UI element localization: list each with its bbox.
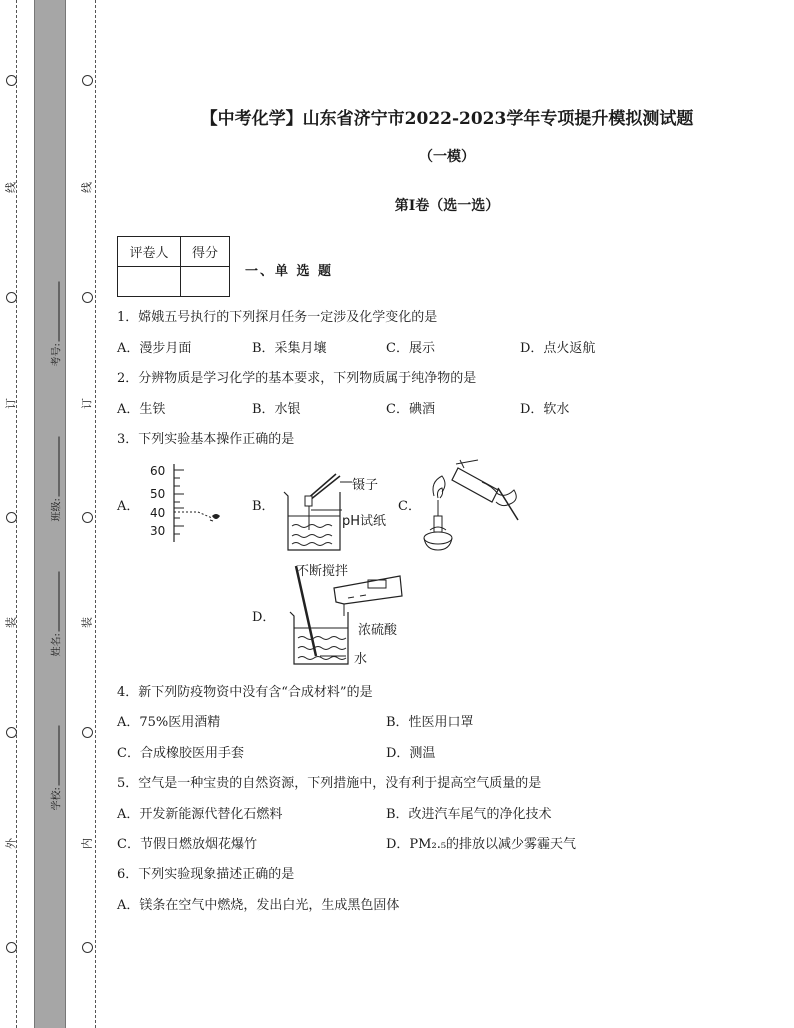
inner-dashed-line — [95, 0, 96, 1028]
option[interactable]: B．改进汽车尾气的净化技术 — [386, 807, 552, 822]
binding-hole — [82, 727, 93, 738]
binding-hole — [6, 292, 17, 303]
question-stem: 1．嫦娥五号执行的下列探月任务一定涉及化学变化的是 — [117, 310, 438, 325]
name-field[interactable]: 姓名: — [48, 567, 63, 657]
option[interactable]: D．测温 — [386, 746, 436, 761]
binding-hole — [6, 727, 17, 738]
question-stem: 6．下列实验现象描述正确的是 — [117, 867, 295, 882]
binding-char-inner: 订 — [80, 398, 94, 409]
binding-char-inner: 线 — [80, 182, 94, 193]
ph-paper-label: pH试纸 — [342, 514, 387, 529]
section-title: 一、单 选 题 — [245, 264, 334, 279]
acid-label: 浓硫酸 — [358, 623, 398, 638]
option[interactable]: B．水银 — [252, 402, 301, 417]
binding-char-outer: 线 — [4, 182, 18, 193]
score-table — [117, 236, 230, 297]
tweezers-label: 镊子 — [352, 478, 379, 493]
binding-hole — [82, 292, 93, 303]
cylinder-tick-label: 50 — [150, 487, 166, 501]
option[interactable]: A．生铁 — [117, 402, 166, 417]
class-field[interactable]: 班级: — [48, 432, 63, 522]
binding-hole — [82, 942, 93, 953]
binding-char-outer: 外 — [4, 838, 18, 849]
option[interactable]: C． — [398, 499, 421, 514]
question-stem: 3．下列实验基本操作正确的是 — [117, 432, 295, 447]
option[interactable]: D．软水 — [520, 402, 570, 417]
cylinder-tick-label: 40 — [150, 506, 166, 520]
option[interactable]: D．PM₂.₅的排放以减少雾霾天气 — [386, 837, 577, 852]
water-label: 水 — [354, 652, 368, 667]
option[interactable]: C．合成橡胶医用手套 — [117, 746, 244, 761]
option[interactable]: B．采集月壤 — [252, 341, 327, 356]
binding-char-outer: 订 — [4, 398, 18, 409]
binding-hole — [6, 942, 17, 953]
option[interactable]: A．开发新能源代替化石燃料 — [117, 807, 283, 822]
binding-char-outer: 装 — [4, 617, 18, 628]
score-header: 得分 — [181, 237, 230, 267]
binding-hole — [82, 512, 93, 523]
cylinder-tick-label: 30 — [150, 524, 166, 538]
cylinder-tick-label: 60 — [150, 464, 166, 478]
option[interactable]: D． — [252, 610, 276, 625]
heating-figure — [420, 456, 530, 554]
option[interactable]: C．碘酒 — [386, 402, 435, 417]
question-stem: 4．新下列防疫物资中没有含“合成材料”的是 — [117, 685, 373, 700]
school-field[interactable]: 学校: — [48, 721, 63, 811]
question-stem: 5．空气是一种宝贵的自然资源，下列措施中，没有利于提高空气质量的是 — [117, 776, 542, 791]
option[interactable]: C．展示 — [386, 341, 435, 356]
option[interactable]: D．点火返航 — [520, 341, 596, 356]
option[interactable]: A．75%医用酒精 — [117, 715, 221, 730]
paper-title: 【中考化学】山东省济宁市2022-2023学年专项提升模拟测试题 — [200, 109, 694, 129]
exam-number-field[interactable]: 考号: — [48, 277, 63, 367]
score-cell[interactable] — [181, 267, 230, 297]
option[interactable]: A． — [117, 499, 140, 514]
reviewer-header: 评卷人 — [118, 237, 181, 267]
binding-hole — [82, 75, 93, 86]
paper-subtitle: （一模） — [419, 149, 475, 165]
binding-hole — [6, 512, 17, 523]
volume-title: 第I卷（选一选） — [394, 198, 500, 214]
option[interactable]: C．节假日燃放烟花爆竹 — [117, 837, 257, 852]
binding-char-inner: 内 — [80, 838, 94, 849]
binding-char-inner: 装 — [80, 617, 94, 628]
reviewer-cell[interactable] — [118, 267, 181, 297]
option[interactable]: A．漫步月面 — [117, 341, 192, 356]
binding-hole — [6, 75, 17, 86]
option[interactable]: B．性医用口罩 — [386, 715, 474, 730]
option[interactable]: A．镁条在空气中燃烧，发出白光，生成黑色固体 — [117, 898, 400, 913]
question-stem: 2．分辨物质是学习化学的基本要求，下列物质属于纯净物的是 — [117, 371, 477, 386]
stir-label: 不断搅拌 — [296, 564, 349, 579]
option[interactable]: B． — [252, 499, 275, 514]
